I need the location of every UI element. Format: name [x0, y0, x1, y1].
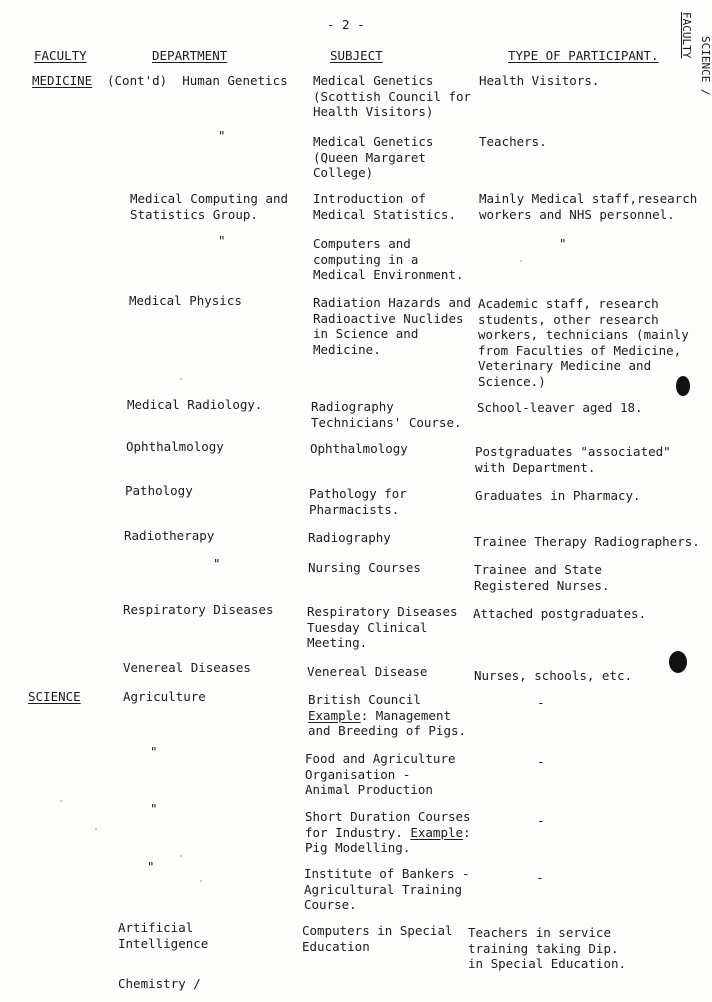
row-subject: Computers and computing in a Medical Environment.	[313, 236, 464, 282]
row-department: Chemistry /	[118, 976, 201, 991]
row-subject: Medical Genetics (Queen Margaret College)	[313, 134, 434, 180]
row-department: Pathology	[125, 483, 193, 498]
row-participant: Teachers in service training taking Dip. in Special Education.	[468, 925, 627, 971]
ink-blot	[669, 651, 687, 673]
row-department: "	[147, 859, 155, 874]
header-department: DEPARTMENT	[152, 48, 228, 63]
row-participant: -	[537, 695, 545, 710]
row-subject: Pathology for Pharmacists.	[309, 486, 407, 517]
row-participant: Health Visitors.	[479, 73, 600, 88]
row-participant: Graduates in Pharmacy.	[475, 488, 641, 503]
row-subject: Venereal Disease	[307, 664, 428, 679]
row-subject: Ophthalmology	[310, 441, 408, 456]
faculty-medicine: MEDICINE	[32, 73, 93, 88]
row-department: Medical Physics	[129, 293, 242, 308]
row-subject	[305, 809, 471, 856]
row-department: "	[218, 128, 226, 143]
row-subject: Food and Agriculture Organisation - Animal Production	[305, 751, 456, 797]
row-department: Respiratory Diseases	[123, 602, 274, 617]
row-participant: "	[559, 236, 567, 251]
subject-text-post: : Management and Breeding of Pigs.	[308, 707, 467, 738]
row-subject: Medical Genetics (Scottish Council for Health Visitors)	[313, 73, 472, 119]
row-subject: Computers in Special Education	[302, 923, 453, 954]
scan-speck	[520, 260, 522, 262]
row-participant: -	[537, 754, 545, 769]
row-subject	[308, 692, 466, 739]
row-participant: Nurses, schools, etc.	[474, 668, 633, 683]
header-subject: SUBJECT	[330, 48, 383, 63]
scan-speck	[60, 800, 62, 802]
edge-label-faculty: FACULTY	[680, 12, 693, 59]
row-participant: Attached postgraduates.	[473, 606, 647, 621]
row-participant: Trainee and State Registered Nurses.	[474, 562, 610, 593]
row-participant: -	[536, 870, 544, 885]
header-faculty: FACULTY	[34, 48, 87, 63]
row-subject: Institute of Bankers - Agricultural Training Course.	[304, 866, 470, 912]
row-department: Ophthalmology	[126, 439, 224, 454]
row-department: "	[150, 801, 158, 816]
row-subject: Nursing Courses	[308, 560, 421, 575]
example-underlined: Example	[410, 824, 464, 840]
row-department: "	[218, 233, 226, 248]
row-participant: Mainly Medical staff,research workers and NHS personnel.	[479, 191, 698, 222]
scan-speck	[180, 855, 182, 857]
row-department: Radiotherapy	[124, 528, 215, 543]
row-department: Agriculture	[123, 689, 206, 704]
row-participant: -	[537, 813, 545, 828]
page-number: - 2 -	[327, 17, 365, 32]
row-department: (Cont'd) Human Genetics	[107, 73, 288, 88]
faculty-science: SCIENCE	[28, 689, 81, 704]
scan-speck	[200, 880, 202, 882]
edge-label-science: SCIENCE /	[699, 36, 712, 96]
row-subject: Radiation Hazards and Radioactive Nuclides in Science and Medicine.	[313, 295, 472, 357]
row-department: Artificial Intelligence	[118, 920, 209, 951]
scan-speck	[95, 828, 97, 830]
row-participant: Postgraduates "associated" with Department.	[475, 444, 671, 475]
example-underlined: Example	[308, 707, 361, 723]
ink-blot	[676, 376, 690, 396]
row-department: Medical Radiology.	[127, 397, 263, 412]
row-department: "	[150, 744, 158, 759]
row-participant: Academic staff, research students, other research workers, technicians (mainly from Faculties of Medicine, Veterinary Medicine and Science.)	[478, 296, 689, 389]
row-participant: Trainee Therapy Radiographers.	[474, 534, 700, 549]
subject-text-pre: British Council	[308, 692, 421, 707]
subject-text-pre: Short Duration Courses for Industry.	[305, 809, 471, 840]
row-department: "	[213, 556, 221, 571]
subject-text-post: : Pig Modelling.	[305, 824, 471, 855]
row-participant: Teachers.	[479, 134, 547, 149]
row-department: Venereal Diseases	[123, 660, 251, 675]
row-subject: Respiratory Diseases Tuesday Clinical Meeting.	[307, 604, 458, 650]
row-subject: Radiography Technicians' Course.	[311, 399, 462, 430]
header-participant: TYPE OF PARTICIPANT.	[508, 48, 659, 63]
scan-speck	[180, 378, 182, 380]
row-subject: Introduction of Medical Statistics.	[313, 191, 456, 222]
row-subject: Radiography	[308, 530, 391, 545]
row-department: Medical Computing and Statistics Group.	[130, 191, 289, 222]
row-participant: School-leaver aged 18.	[477, 400, 643, 415]
